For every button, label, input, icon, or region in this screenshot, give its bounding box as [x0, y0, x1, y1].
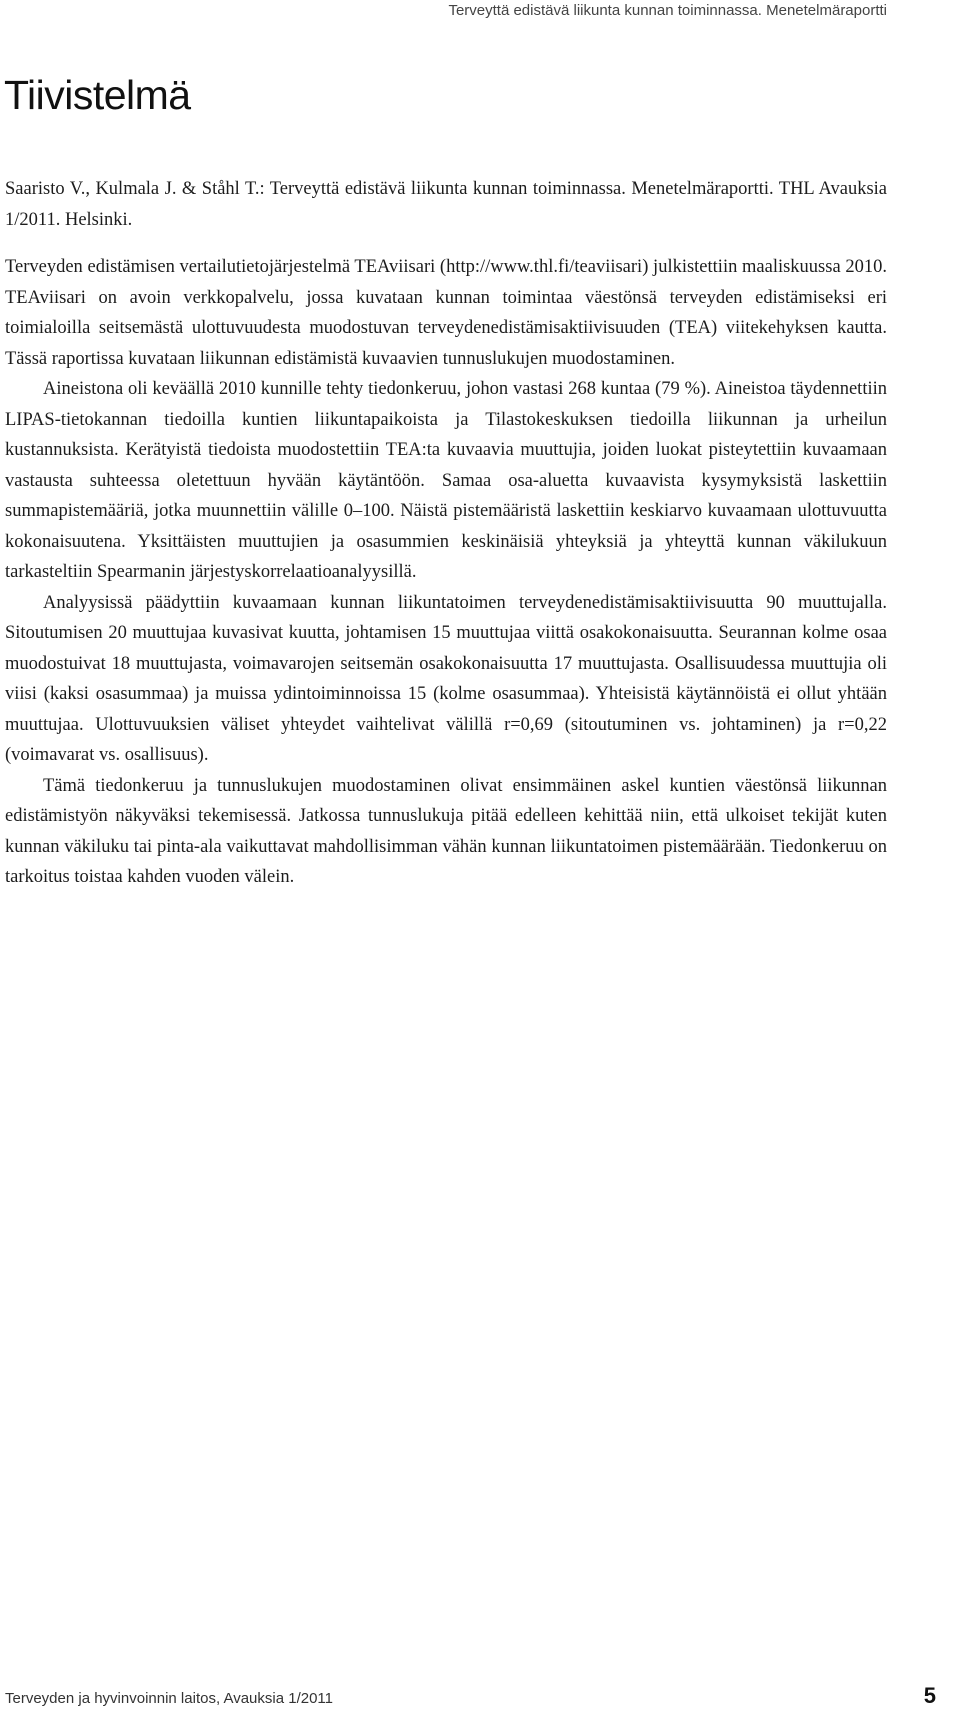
running-header: Terveyttä edistävä liikunta kunnan toiminnassa. Menetelmäraportti — [448, 2, 887, 19]
paragraph-intro: Terveyden edistämisen vertailutietojärjestelmä TEAviisari (http://www.thl.fi/teaviisari) julkistettiin maaliskuussa 2010. TEAviisari on avoin verkkopalvelu, jossa kuvataan kunnan toimintaa väestönsä terveyden edistämiseksi eri toimialoilla seitsemästä ulottuvuudesta muodostuvan terveydenedistämisaktiivisuuden (TEA) viitekehyksen kautta. Tässä raportissa kuvataan liikunnan edistämistä kuvaavien tunnuslukujen muodostaminen. — [5, 257, 887, 369]
paragraph-conclusion: Tämä tiedonkeruu ja tunnuslukujen muodostaminen olivat ensimmäinen askel kuntien väestönsä liikunnan edistämistyön näkyväksi tekemisessä. Jatkossa tunnuslukuja pitää edelleen kehittää niin, että ulkoiset tekijät kuten kunnan väkiluku tai pinta-ala vaikuttavat mahdollisimman vähän kunnan liikuntatoimen pistemäärään. Tiedonkeruu on tarkoitus toistaa kahden vuoden välein. — [5, 775, 887, 887]
footer-publisher: Terveyden ja hyvinvoinnin laitos, Avauksia 1/2011 — [5, 1690, 333, 1707]
page-title: Tiivistelmä — [4, 72, 191, 118]
abstract-body — [5, 174, 887, 893]
paragraph-analysis: Analyysissä päädyttiin kuvaamaan kunnan liikuntatoimen terveydenedistämisaktiivisuutta 90 muuttujalla. Sitoutumisen 20 muuttujaa kuvasivat kuutta, johtamisen 15 muuttujaa viittä osakokonaisuutta. Seurannan kolme osaa muodostuivat 18 muuttujasta, voimavarojen seitsemän osakokonaisuutta 17 muuttujasta. Osallisuudessa muuttujia oli viisi (kaksi osasummaa) ja muissa ydintoiminnoissa 15 (kolme osasummaa). Yhteisistä käytännöistä ei ollut yhtään muuttujaa. Ulottuvuuksien väliset yhteydet vaihtelivat välillä r=0,69 (sitoutuminen vs. johtaminen) ja r=0,22 (voimavarat vs. osallisuus). — [5, 592, 887, 765]
citation-paragraph: Saaristo V., Kulmala J. & Ståhl T.: Terveyttä edistävä liikunta kunnan toiminnassa. Menetelmäraportti. THL Avauksia 1/2011. Helsinki. — [5, 179, 887, 230]
paragraph-material: Aineistona oli keväällä 2010 kunnille tehty tiedonkeruu, johon vastasi 268 kuntaa (79 %). Aineistoa täydennettiin LIPAS-tietokannan tiedoilla kuntien liikuntapaikoista ja Tilastokeskuksen tiedoilla liikunnan ja urheilun kustannuksista. Kerätyistä tiedoista muodostettiin TEA:ta kuvaavia muuttujia, joiden luokat pisteytettiin kuvaamaan vastausta suhteessa oletettuun hyvään käytäntöön. Samaa osa-aluetta kuvaavista kysymyksistä laskettiin summapistemääriä, jotka muunnettiin välille 0–100. Näistä pistemääristä laskettiin keskiarvo kuvaamaan ulottuvuutta kokonaisuutena. Yksittäisten muuttujien ja osasummien keskinäisiä yhteyksiä ja yhteyttä kunnan väkilukuun tarkasteltiin Spearmanin järjestyskorrelaatioanalyysillä. — [5, 379, 887, 582]
page-number: 5 — [923, 1683, 936, 1708]
